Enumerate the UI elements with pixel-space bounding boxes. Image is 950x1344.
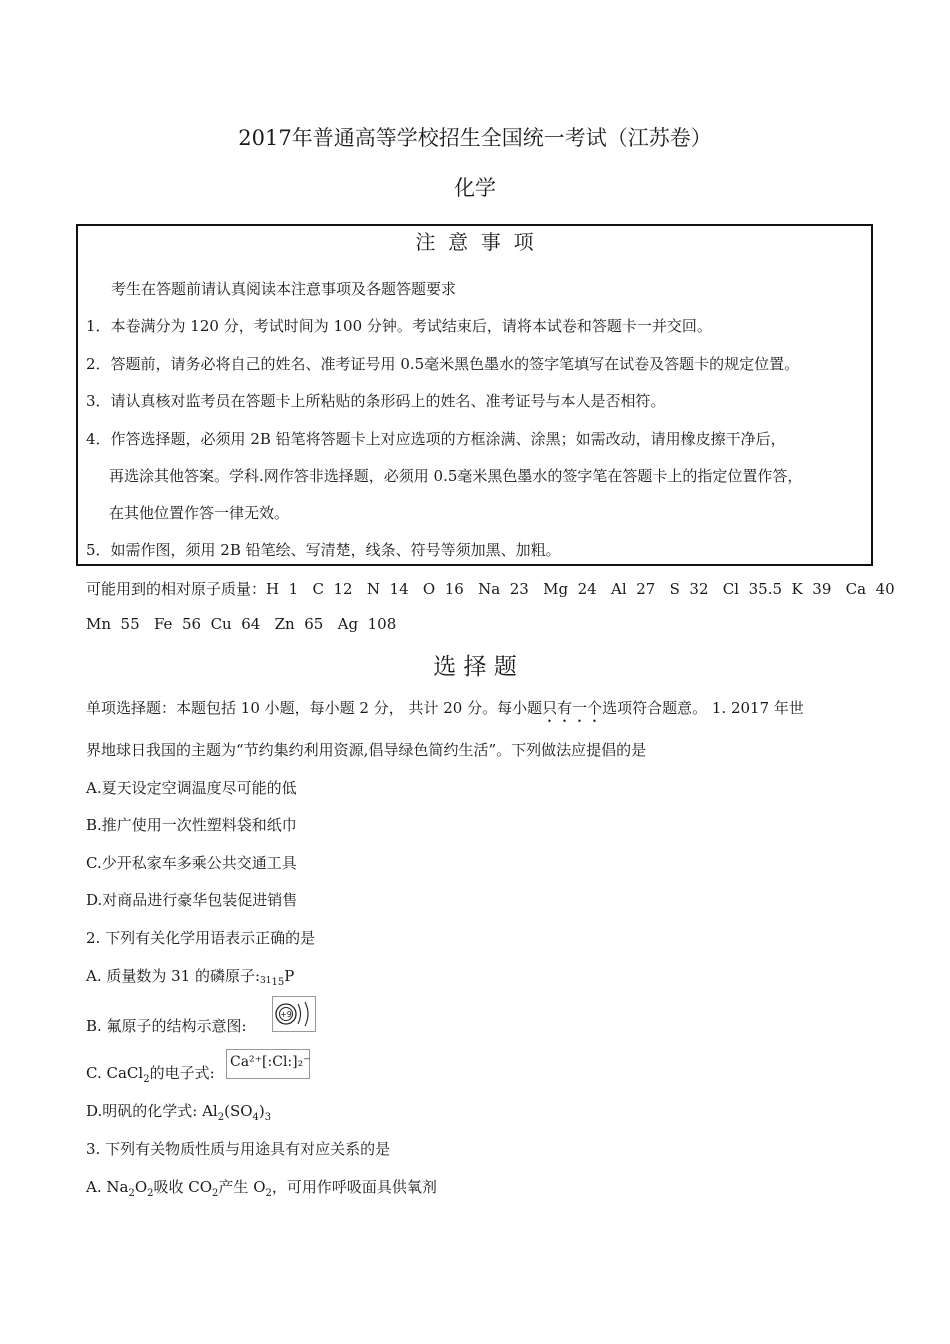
notice-item-2: 2．答题前，请务必将自己的姓名、准考证号用 0.5毫米黑色墨水的签字笔填写在试卷及答题卡的规定位置。 [86,355,800,373]
notice-item-3: 3．请认真核对监考员在答题卡上所粘贴的条形码上的姓名、准考证号与本人是否相符。 [86,392,666,410]
notice-intro: 考生在答题前请认真阅读本注意事项及各题答题要求 [111,280,457,298]
q2-option-d-pre: D.明矾的化学式: Al [86,1102,218,1120]
q3a-sub2: 2 [147,1188,154,1199]
q2-option-c-sub: 2 [143,1074,150,1085]
electron-formula-text: Ca²⁺[:Cl:]₂⁻ [230,1054,311,1070]
notice-item-4c: 在其他位置作答一律无效。 [109,504,290,522]
section-intro [86,697,804,726]
q1-option-b: B.推广使用一次性塑料袋和纸巾 [86,816,297,834]
q2-option-c-pre: C. CaCl [86,1064,144,1082]
q3a-o: O [134,1178,148,1196]
q3a-mid: 吸收 CO [153,1178,213,1196]
section-intro-post: 选项符合题意。 1. 2017 年世 [602,699,804,717]
q2-option-c-post: 的电子式: [149,1064,215,1082]
q2-option-d-close: ) [258,1102,265,1120]
q2-option-d-sub3: 3 [264,1112,272,1123]
q2-option-a-label: A. 质量数为 31 的磷原子: [86,967,261,985]
q2-option-b-label: B. 氟原子的结构示意图: [86,1017,247,1035]
q3a-pre: A. Na [86,1178,129,1196]
q1-option-c: C.少开私家车多乘公共交通工具 [86,854,297,872]
notice-item-1: 1．本卷满分为 120 分，考试时间为 100 分钟。考试结束后，请将本试卷和答题卡一并交回。 [86,317,712,335]
q1-option-d: D.对商品进行豪华包装促进销售 [86,891,298,909]
q2-option-d [86,1100,271,1123]
q3a-post: ，可用作呼吸面具供氧剂 [271,1178,437,1196]
atomic-masses-line-1: 可能用到的相对原子质量：H 1 C 12 N 14 O 16 Na 23 Mg 24 Al 27 S 32 Cl 35.5 K 39 Ca 40 [86,580,895,598]
mass-number: 31 [260,976,272,986]
fluorine-structure-diagram [272,996,316,1032]
q3a-sub1: 2 [128,1188,135,1199]
section-intro-emphasis: 只有一个 [542,699,603,717]
q2-option-d-mid: (SO [224,1102,253,1120]
cacl2-electron-formula [226,1049,310,1079]
q3-stem: 3. 下列有关物质性质与用途具有对应关系的是 [86,1140,391,1158]
q3a-mid2: 产生 O [218,1178,266,1196]
notice-item-4b: 再选涂其他答案。学科.网作答非选择题，必须用 0.5毫米黑色墨水的签字笔在答题卡上的指定位置作答， [109,467,803,485]
q2-option-d-sub1: 2 [217,1112,225,1123]
q1-stem: 界地球日我国的主题为“节约集约利用资源,倡导绿色简约生活”。下列做法应提倡的是 [86,741,647,759]
q2-option-c [86,1062,215,1085]
q2-option-d-sub2: 4 [252,1112,259,1123]
atomic-masses-line-2: Mn 55 Fe 56 Cu 64 Zn 65 Ag 108 [86,615,397,633]
section-heading: 选 择 题 [433,654,517,680]
subject-title: 化学 [454,176,496,200]
q3-option-a [86,1176,437,1199]
exam-title: 2017年普通高等学校招生全国统一考试（江苏卷） [238,126,712,150]
q2-option-a [86,965,294,988]
notice-item-4a: 4．作答选择题，必须用 2B 铅笔将答题卡上对应选项的方框涂满、涂黑；如需改动，请用橡皮擦干净后， [86,430,786,448]
q1-option-a: A.夏天设定空调温度尽可能的低 [86,779,297,797]
atomic-number: 15 [271,977,285,988]
atom-structure-icon [273,997,315,1031]
section-intro-pre: 单项选择题：本题包括 10 小题，每小题 2 分， 共计 20 分。每小题 [86,699,543,717]
notice-box [76,224,873,566]
q2-stem: 2. 下列有关化学用语表示正确的是 [86,929,316,947]
svg-text:+9: +9 [280,1010,292,1019]
notice-item-5: 5．如需作图，须用 2B 铅笔绘、写清楚，线条、符号等须加黑、加粗。 [86,541,561,559]
q3a-sub3: 2 [212,1188,219,1199]
element-symbol: P [284,967,295,985]
notice-heading: 注 意 事 项 [415,230,534,254]
q3a-sub4: 2 [265,1188,272,1199]
